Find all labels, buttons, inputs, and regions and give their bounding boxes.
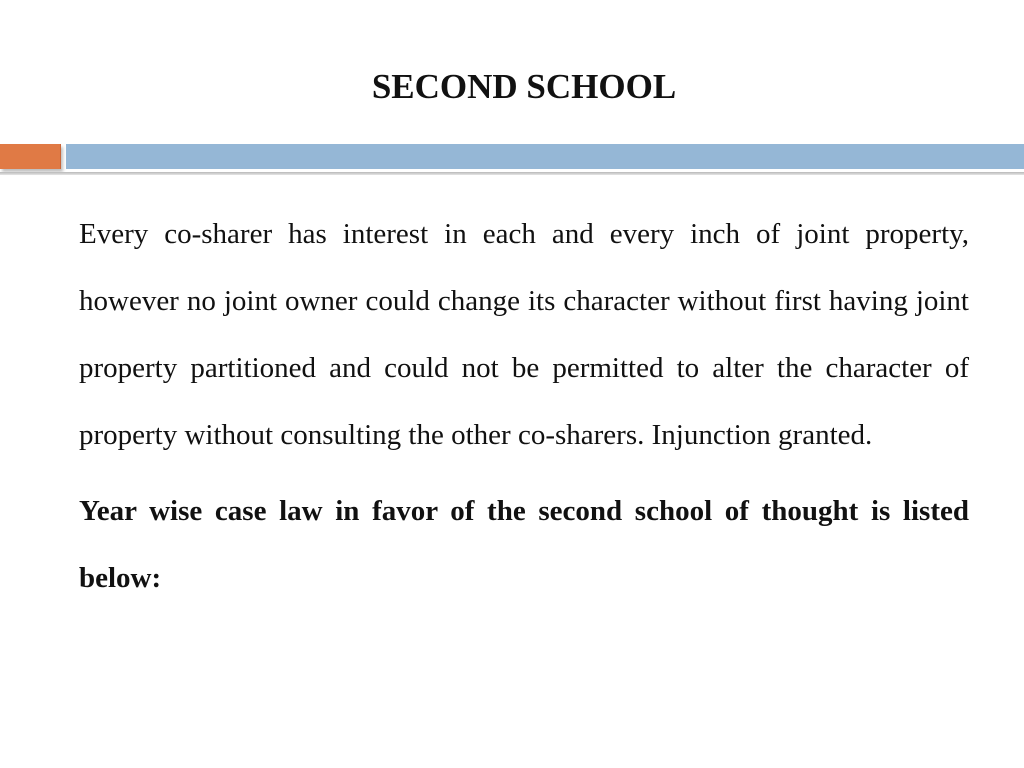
body-paragraph: Every co-sharer has interest in each and every inch of joint property, however no joint owner could change its character without first having joint property partitioned and could not be permitted to alter the character of property without consulting the other co-sharers. Injunction granted. <box>79 218 969 451</box>
slide-content <box>79 201 969 612</box>
divider-bar <box>66 144 1024 169</box>
divider-accent-block <box>0 144 61 169</box>
divider-shadow <box>0 172 1024 175</box>
bold-paragraph: Year wise case law in favor of the second school of thought is listed below: <box>79 495 969 594</box>
title-divider <box>0 144 1024 180</box>
slide-title: SECOND SCHOOL <box>371 67 677 106</box>
